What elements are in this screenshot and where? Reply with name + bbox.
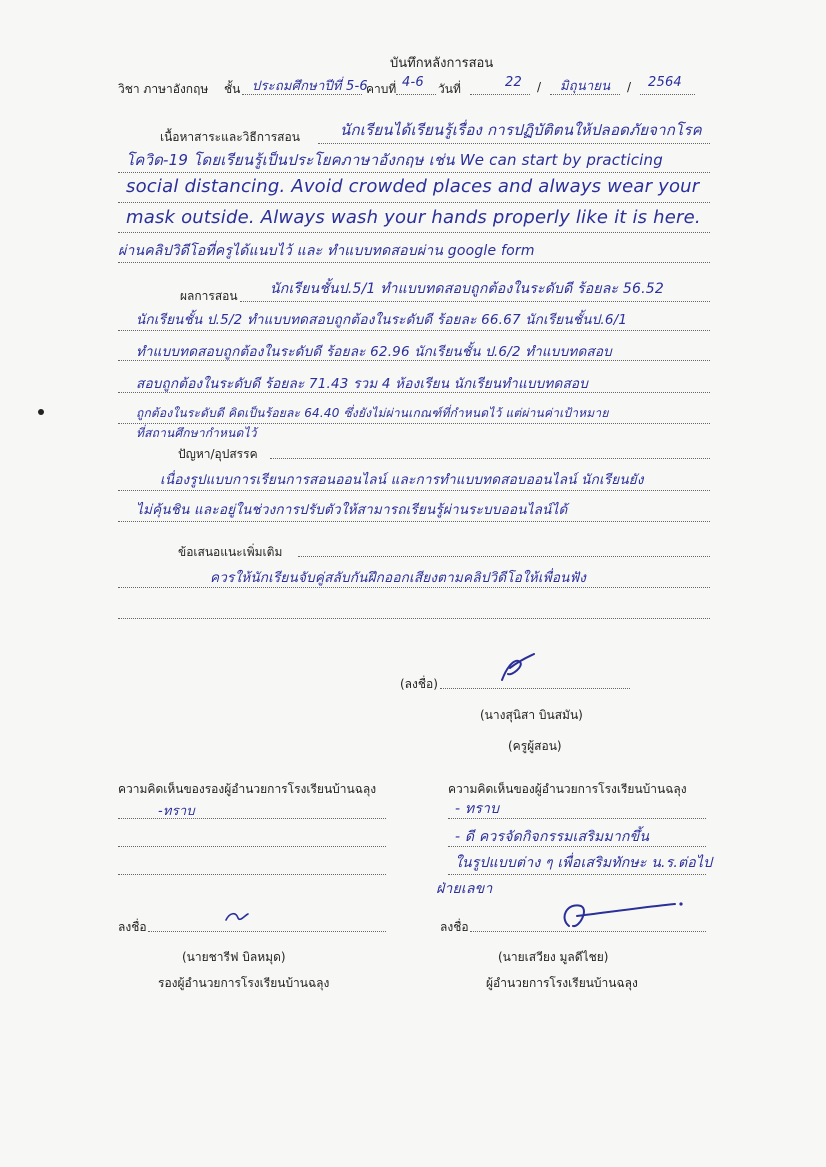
deputy-name: (นายชารีฟ บิลหมุด)	[182, 950, 286, 964]
director-comment-2: - ดี ควรจัดกิจกรรมเสริมมากขึ้น	[455, 829, 650, 845]
director-name: (นายเสวียง มูลดีไชย)	[498, 950, 609, 964]
period-value: 4-6	[402, 75, 424, 90]
results-line-6: ที่สถานศึกษากำหนดไว้	[136, 426, 257, 440]
period-label: คาบที่	[366, 82, 397, 96]
suggestions-line-1: ควรให้นักเรียนจับคู่สลับกันฝึกออกเสียงตามคลิปวิดีโอให้เพื่อนฟัง	[210, 570, 587, 586]
grade-label: ชั้น	[224, 82, 241, 96]
director-sign-label: ลงชื่อ	[440, 920, 469, 934]
director-signature	[555, 896, 685, 936]
teacher-name: (นางสุนิสา บินสมัน)	[480, 708, 583, 722]
teacher-role: (ครูผู้สอน)	[508, 739, 562, 753]
deputy-comment: -ทราบ	[158, 804, 195, 819]
teacher-signature	[490, 650, 540, 690]
year-value: 2564	[648, 75, 682, 90]
director-heading: ความคิดเห็นของผู้อำนวยการโรงเรียนบ้านฉลุง	[448, 782, 687, 796]
suggestions-label: ข้อเสนอแนะเพิ่มเติม	[178, 545, 283, 559]
stray-mark	[38, 409, 44, 415]
content-line-5: ผ่านคลิปวิดีโอที่ครูได้แนบไว้ และ ทำแบบทดสอบผ่าน google form	[118, 243, 535, 259]
subject-label: วิชา ภาษาอังกฤษ	[118, 82, 209, 96]
results-line-4: สอบถูกต้องในระดับดี ร้อยละ 71.43 รวม 4 ห้องเรียน นักเรียนทำแบบทดสอบ	[136, 376, 588, 392]
content-label: เนื้อหาสาระและวิธีการสอน	[160, 130, 300, 144]
lesson-record-page: บันทึกหลังการสอน วิชา ภาษาอังกฤษ ชั้น ประถมศึกษาปีที่ 5-6 คาบที่ 4-6 วันที่ 22 / มิถุนายน / 2564 เนื้อหาสาระและวิธีการสอน นักเรียนได้เรียนรู้เรื่อง การปฏิบัติตนให้ปลอดภัยจากโรค โควิด-19 โดยเรียนรู้เป็นประโยคภาษาอังกฤษ เช่น We can start by practicing social distancing. Avoid crowded places and always wear your mask outside. Always wash your hands properly like it is here. ผ่านคลิปวิดีโอที่ครูได้แนบไว้ และ ทำแบบทดสอบผ่าน google form ผลการสอน นักเรียนชั้นป.5/1 ทำแบบทดสอบถูกต้องในระดับดี ร้อยละ 56.52 นักเรียนชั้น ป.5/2 ทำแบบทดสอบถูกต้องในระดับดี ร้อยละ 66.67 นักเรียนชั้นป.6/1 ทำแบบทดสอบถูกต้องในระดับดี ร้อยละ 62.96 นักเรียนชั้น ป.6/2 ทำแบบทดสอบ สอบถูกต้องในระดับดี ร้อยละ 71.43 รวม 4 ห้องเรียน นักเรียนทำแบบทดสอบ ถูกต้องในระดับดี คิดเป็นร้อยละ 64.40 ซึ่งยังไม่ผ่านเกณฑ์ที่กำหนดไว้ แต่ผ่านค่าเป้าหมาย ที่สถานศึกษากำหนดไว้ ปัญหา/อุปสรรค เนื่องรูปแบบการเรียนการสอนออนไลน์ และการทำแบบทดสอบออนไลน์ นักเรียนยัง ไม่คุ้นชิน และอยู่ในช่วงการปรับตัวให้สามารถเรียนรู้ผ่านระบบออนไลน์ได้ ข้อเสนอแนะเพิ่มเติม ควรให้นักเรียนจับคู่สลับกันฝึกออกเสียงตามคลิปวิดีโอให้เพื่อนฟัง (ลงชื่อ) (นางสุนิสา บินสมัน) (ครูผู้สอน) ความคิดเห็นของรองผู้อำนวยการโรงเรียนบ้านฉลุง -ทราบ ลงชื่อ (นายชารีฟ บิลหมุด) รองผู้อำนวยการโรงเรียนบ้านฉลุง ความคิดเห็นของผู้อำนวยการโรงเรียนบ้านฉลุง - ทราบ - ดี ควรจัดกิจกรรมเสริมมากขึ้น ในรูปแบบต่าง ๆ เพื่อเสริมทักษะ น.ร.ต่อไป ฝ่ายเลขา ลงชื่อ (นายเสวียง มูลดีไชย) ผู้อำนวยการโรงเรียนบ้านฉลุง	[0, 0, 826, 1167]
deputy-role: รองผู้อำนวยการโรงเรียนบ้านฉลุง	[158, 976, 330, 990]
results-line-1: นักเรียนชั้นป.5/1 ทำแบบทดสอบถูกต้องในระดับดี ร้อยละ 56.52	[270, 281, 664, 297]
grade-value: ประถมศึกษาปีที่ 5-6	[252, 79, 368, 94]
content-line-1: นักเรียนได้เรียนรู้เรื่อง การปฏิบัติตนให้ปลอดภัยจากโรค	[340, 121, 702, 139]
deputy-signature	[222, 906, 252, 928]
director-role: ผู้อำนวยการโรงเรียนบ้านฉลุง	[486, 976, 638, 990]
results-line-2: นักเรียนชั้น ป.5/2 ทำแบบทดสอบถูกต้องในระดับดี ร้อยละ 66.67 นักเรียนชั้นป.6/1	[136, 312, 628, 328]
problems-line-2: ไม่คุ้นชิน และอยู่ในช่วงการปรับตัวให้สามารถเรียนรู้ผ่านระบบออนไลน์ได้	[136, 502, 568, 518]
director-comment-4: ฝ่ายเลขา	[436, 881, 493, 897]
page-title: บันทึกหลังการสอน	[390, 56, 494, 71]
day-value: 22	[505, 75, 522, 90]
director-comment-1: - ทราบ	[455, 801, 500, 817]
results-line-3: ทำแบบทดสอบถูกต้องในระดับดี ร้อยละ 62.96 นักเรียนชั้น ป.6/2 ทำแบบทดสอบ	[136, 344, 612, 360]
deputy-heading: ความคิดเห็นของรองผู้อำนวยการโรงเรียนบ้านฉลุง	[118, 782, 377, 796]
period-line	[396, 94, 436, 95]
problems-label: ปัญหา/อุปสรรค	[178, 447, 258, 461]
content-line-3: social distancing. Avoid crowded places and always wear your	[126, 176, 700, 197]
deputy-sign-label: ลงชื่อ	[118, 920, 147, 934]
date-label: วันที่	[438, 82, 461, 96]
content-line-4: mask outside. Always wash your hands properly like it is here.	[126, 207, 701, 228]
results-line-5: ถูกต้องในระดับดี คิดเป็นร้อยละ 64.40 ซึ่งยังไม่ผ่านเกณฑ์ที่กำหนดไว้ แต่ผ่านค่าเป้าหมาย	[136, 406, 609, 420]
year-line	[640, 94, 695, 95]
month-value: มิถุนายน	[560, 79, 611, 94]
problems-line-1: เนื่องรูปแบบการเรียนการสอนออนไลน์ และการทำแบบทดสอบออนไลน์ นักเรียนยัง	[160, 472, 644, 488]
content-line-2: โควิด-19 โดยเรียนรู้เป็นประโยคภาษาอังกฤษ เช่น We can start by practicing	[126, 151, 663, 169]
director-comment-3: ในรูปแบบต่าง ๆ เพื่อเสริมทักษะ น.ร.ต่อไป	[455, 855, 713, 871]
day-line	[470, 94, 530, 95]
results-label: ผลการสอน	[180, 289, 238, 303]
teacher-sign-label: (ลงชื่อ)	[400, 677, 438, 691]
